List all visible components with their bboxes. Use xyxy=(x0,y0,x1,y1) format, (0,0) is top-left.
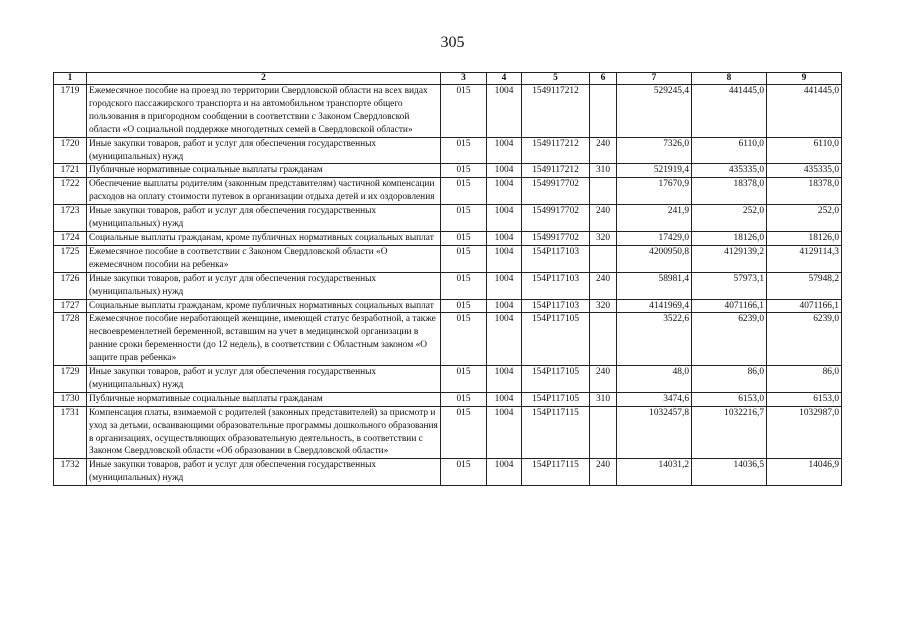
row-description: Ежемесячное пособие на проезд по территории Свердловской области на всех видах городского пассажирского транспорта и на автомобильном транспорте общего пользования в пригородном сообщении в соответствии с Законом Свердловской области «О социальной поддержке многодетных семей в Свердловской области» xyxy=(87,85,441,138)
amount-col7: 58981,4 xyxy=(617,272,692,299)
row-description: Социальные выплаты гражданам, кроме публичных нормативных социальных выплат xyxy=(87,299,441,313)
target-code: 154P117103 xyxy=(522,272,590,299)
row-number: 1728 xyxy=(54,313,87,366)
ministry-code: 015 xyxy=(441,245,487,272)
amount-col7: 14031,2 xyxy=(617,459,692,486)
row-description: Публичные нормативные социальные выплаты гражданам xyxy=(87,392,441,406)
amount-col9: 18378,0 xyxy=(767,178,842,205)
row-description: Ежемесячное пособие неработающей женщине, имеющей статус безработной, а также несвоевременлетней беременной, вставшим на учет в медицинской организации в ранние сроки беременности (до 12 недель), в соответствии с Областным законом «О защите прав ребенка» xyxy=(87,313,441,366)
column-header: 1 xyxy=(54,73,87,85)
ministry-code: 015 xyxy=(441,164,487,178)
column-header: 6 xyxy=(590,73,617,85)
amount-col9: 18126,0 xyxy=(767,231,842,245)
amount-col8: 441445,0 xyxy=(692,85,767,138)
section-code: 1004 xyxy=(487,231,522,245)
amount-col9: 86,0 xyxy=(767,366,842,393)
ministry-code: 015 xyxy=(441,313,487,366)
target-code: 1549917702 xyxy=(522,231,590,245)
amount-col9: 14046,9 xyxy=(767,459,842,486)
table-row xyxy=(54,137,842,164)
table-row xyxy=(54,178,842,205)
row-description: Обеспечение выплаты родителям (законным представителям) частичной компенсации расходов на оплату стоимости путевок в организации отдыха детей и их оздоровления xyxy=(87,178,441,205)
table-row xyxy=(54,392,842,406)
row-description: Ежемесячное пособие в соответствии с Законом Свердловской области «О ежемесячном пособии на ребенка» xyxy=(87,245,441,272)
column-header: 8 xyxy=(692,73,767,85)
section-code: 1004 xyxy=(487,178,522,205)
section-code: 1004 xyxy=(487,164,522,178)
budget-table xyxy=(53,72,842,486)
expense-type-code: 310 xyxy=(590,392,617,406)
amount-col9: 252,0 xyxy=(767,205,842,232)
column-header: 7 xyxy=(617,73,692,85)
target-code: 154P117105 xyxy=(522,366,590,393)
target-code: 154P117115 xyxy=(522,459,590,486)
amount-col8: 14036,5 xyxy=(692,459,767,486)
column-header: 9 xyxy=(767,73,842,85)
row-number: 1724 xyxy=(54,231,87,245)
section-code: 1004 xyxy=(487,406,522,459)
section-code: 1004 xyxy=(487,459,522,486)
column-header: 4 xyxy=(487,73,522,85)
section-code: 1004 xyxy=(487,245,522,272)
column-header: 5 xyxy=(522,73,590,85)
target-code: 154P117105 xyxy=(522,392,590,406)
table-row xyxy=(54,164,842,178)
section-code: 1004 xyxy=(487,272,522,299)
amount-col9: 6239,0 xyxy=(767,313,842,366)
amount-col8: 18126,0 xyxy=(692,231,767,245)
row-description: Иные закупки товаров, работ и услуг для обеспечения государственных (муниципальных) нужд xyxy=(87,272,441,299)
amount-col7: 529245,4 xyxy=(617,85,692,138)
amount-col8: 6239,0 xyxy=(692,313,767,366)
row-number: 1722 xyxy=(54,178,87,205)
expense-type-code: 320 xyxy=(590,231,617,245)
ministry-code: 015 xyxy=(441,459,487,486)
ministry-code: 015 xyxy=(441,272,487,299)
amount-col9: 435335,0 xyxy=(767,164,842,178)
target-code: 154P117105 xyxy=(522,313,590,366)
amount-col7: 4141969,4 xyxy=(617,299,692,313)
row-number: 1729 xyxy=(54,366,87,393)
section-code: 1004 xyxy=(487,299,522,313)
expense-type-code: 320 xyxy=(590,299,617,313)
table-row xyxy=(54,313,842,366)
expense-type-code: 240 xyxy=(590,366,617,393)
row-description: Публичные нормативные социальные выплаты гражданам xyxy=(87,164,441,178)
ministry-code: 015 xyxy=(441,392,487,406)
row-number: 1725 xyxy=(54,245,87,272)
row-number: 1727 xyxy=(54,299,87,313)
row-description: Иные закупки товаров, работ и услуг для обеспечения государственных (муниципальных) нужд xyxy=(87,137,441,164)
ministry-code: 015 xyxy=(441,231,487,245)
ministry-code: 015 xyxy=(441,85,487,138)
ministry-code: 015 xyxy=(441,205,487,232)
column-header: 3 xyxy=(441,73,487,85)
table-row xyxy=(54,299,842,313)
page-number: 305 xyxy=(440,34,465,51)
expense-type-code xyxy=(590,178,617,205)
section-code: 1004 xyxy=(487,137,522,164)
column-header: 2 xyxy=(87,73,441,85)
table-row xyxy=(54,231,842,245)
expense-type-code: 310 xyxy=(590,164,617,178)
row-number: 1719 xyxy=(54,85,87,138)
section-code: 1004 xyxy=(487,205,522,232)
amount-col9: 6110,0 xyxy=(767,137,842,164)
table-row xyxy=(54,406,842,459)
row-number: 1721 xyxy=(54,164,87,178)
target-code: 154P117115 xyxy=(522,406,590,459)
ministry-code: 015 xyxy=(441,299,487,313)
row-description: Иные закупки товаров, работ и услуг для обеспечения государственных (муниципальных) нужд xyxy=(87,366,441,393)
target-code: 1549917702 xyxy=(522,178,590,205)
expense-type-code: 240 xyxy=(590,137,617,164)
amount-col9: 57948,2 xyxy=(767,272,842,299)
amount-col8: 252,0 xyxy=(692,205,767,232)
row-number: 1726 xyxy=(54,272,87,299)
table-row xyxy=(54,205,842,232)
expense-type-code xyxy=(590,245,617,272)
amount-col7: 1032457,8 xyxy=(617,406,692,459)
ministry-code: 015 xyxy=(441,137,487,164)
row-number: 1730 xyxy=(54,392,87,406)
row-description: Иные закупки товаров, работ и услуг для обеспечения государственных (муниципальных) нужд xyxy=(87,459,441,486)
amount-col7: 241,9 xyxy=(617,205,692,232)
expense-type-code: 240 xyxy=(590,272,617,299)
target-code: 1549117212 xyxy=(522,164,590,178)
expense-type-code: 240 xyxy=(590,459,617,486)
target-code: 1549917702 xyxy=(522,205,590,232)
amount-col7: 17429,0 xyxy=(617,231,692,245)
table-row xyxy=(54,459,842,486)
amount-col7: 521919,4 xyxy=(617,164,692,178)
amount-col9: 441445,0 xyxy=(767,85,842,138)
amount-col8: 57973,1 xyxy=(692,272,767,299)
row-number: 1720 xyxy=(54,137,87,164)
amount-col8: 1032216,7 xyxy=(692,406,767,459)
ministry-code: 015 xyxy=(441,366,487,393)
expense-type-code: 240 xyxy=(590,205,617,232)
amount-col9: 4129114,3 xyxy=(767,245,842,272)
amount-col7: 4200950,8 xyxy=(617,245,692,272)
amount-col8: 4071166,1 xyxy=(692,299,767,313)
expense-type-code xyxy=(590,85,617,138)
amount-col8: 4129139,2 xyxy=(692,245,767,272)
table-row xyxy=(54,245,842,272)
table-row xyxy=(54,366,842,393)
section-code: 1004 xyxy=(487,85,522,138)
row-number: 1732 xyxy=(54,459,87,486)
amount-col7: 48,0 xyxy=(617,366,692,393)
amount-col8: 435335,0 xyxy=(692,164,767,178)
section-code: 1004 xyxy=(487,366,522,393)
amount-col8: 6110,0 xyxy=(692,137,767,164)
expense-type-code xyxy=(590,313,617,366)
section-code: 1004 xyxy=(487,313,522,366)
row-description: Компенсация платы, взимаемой с родителей (законных представителей) за присмотр и уход за детьми, осваивающими образовательные программы дошкольного образования в организациях, осуществляющих образовательную деятельность, в соответствии с Законом Свердловской области «Об образовании в Свердловской области» xyxy=(87,406,441,459)
amount-col9: 6153,0 xyxy=(767,392,842,406)
row-description: Социальные выплаты гражданам, кроме публичных нормативных социальных выплат xyxy=(87,231,441,245)
amount-col9: 4071166,1 xyxy=(767,299,842,313)
amount-col7: 17670,9 xyxy=(617,178,692,205)
target-code: 154P117103 xyxy=(522,299,590,313)
amount-col8: 6153,0 xyxy=(692,392,767,406)
target-code: 1549117212 xyxy=(522,85,590,138)
amount-col7: 3474,6 xyxy=(617,392,692,406)
row-number: 1731 xyxy=(54,406,87,459)
table-row xyxy=(54,272,842,299)
ministry-code: 015 xyxy=(441,178,487,205)
target-code: 1549117212 xyxy=(522,137,590,164)
expense-type-code xyxy=(590,406,617,459)
ministry-code: 015 xyxy=(441,406,487,459)
target-code: 154P117103 xyxy=(522,245,590,272)
table-row xyxy=(54,85,842,138)
amount-col8: 18378,0 xyxy=(692,178,767,205)
table-header-row xyxy=(54,73,842,85)
row-number: 1723 xyxy=(54,205,87,232)
amount-col9: 1032987,0 xyxy=(767,406,842,459)
amount-col7: 3522,6 xyxy=(617,313,692,366)
amount-col8: 86,0 xyxy=(692,366,767,393)
section-code: 1004 xyxy=(487,392,522,406)
amount-col7: 7326,0 xyxy=(617,137,692,164)
row-description: Иные закупки товаров, работ и услуг для обеспечения государственных (муниципальных) нужд xyxy=(87,205,441,232)
